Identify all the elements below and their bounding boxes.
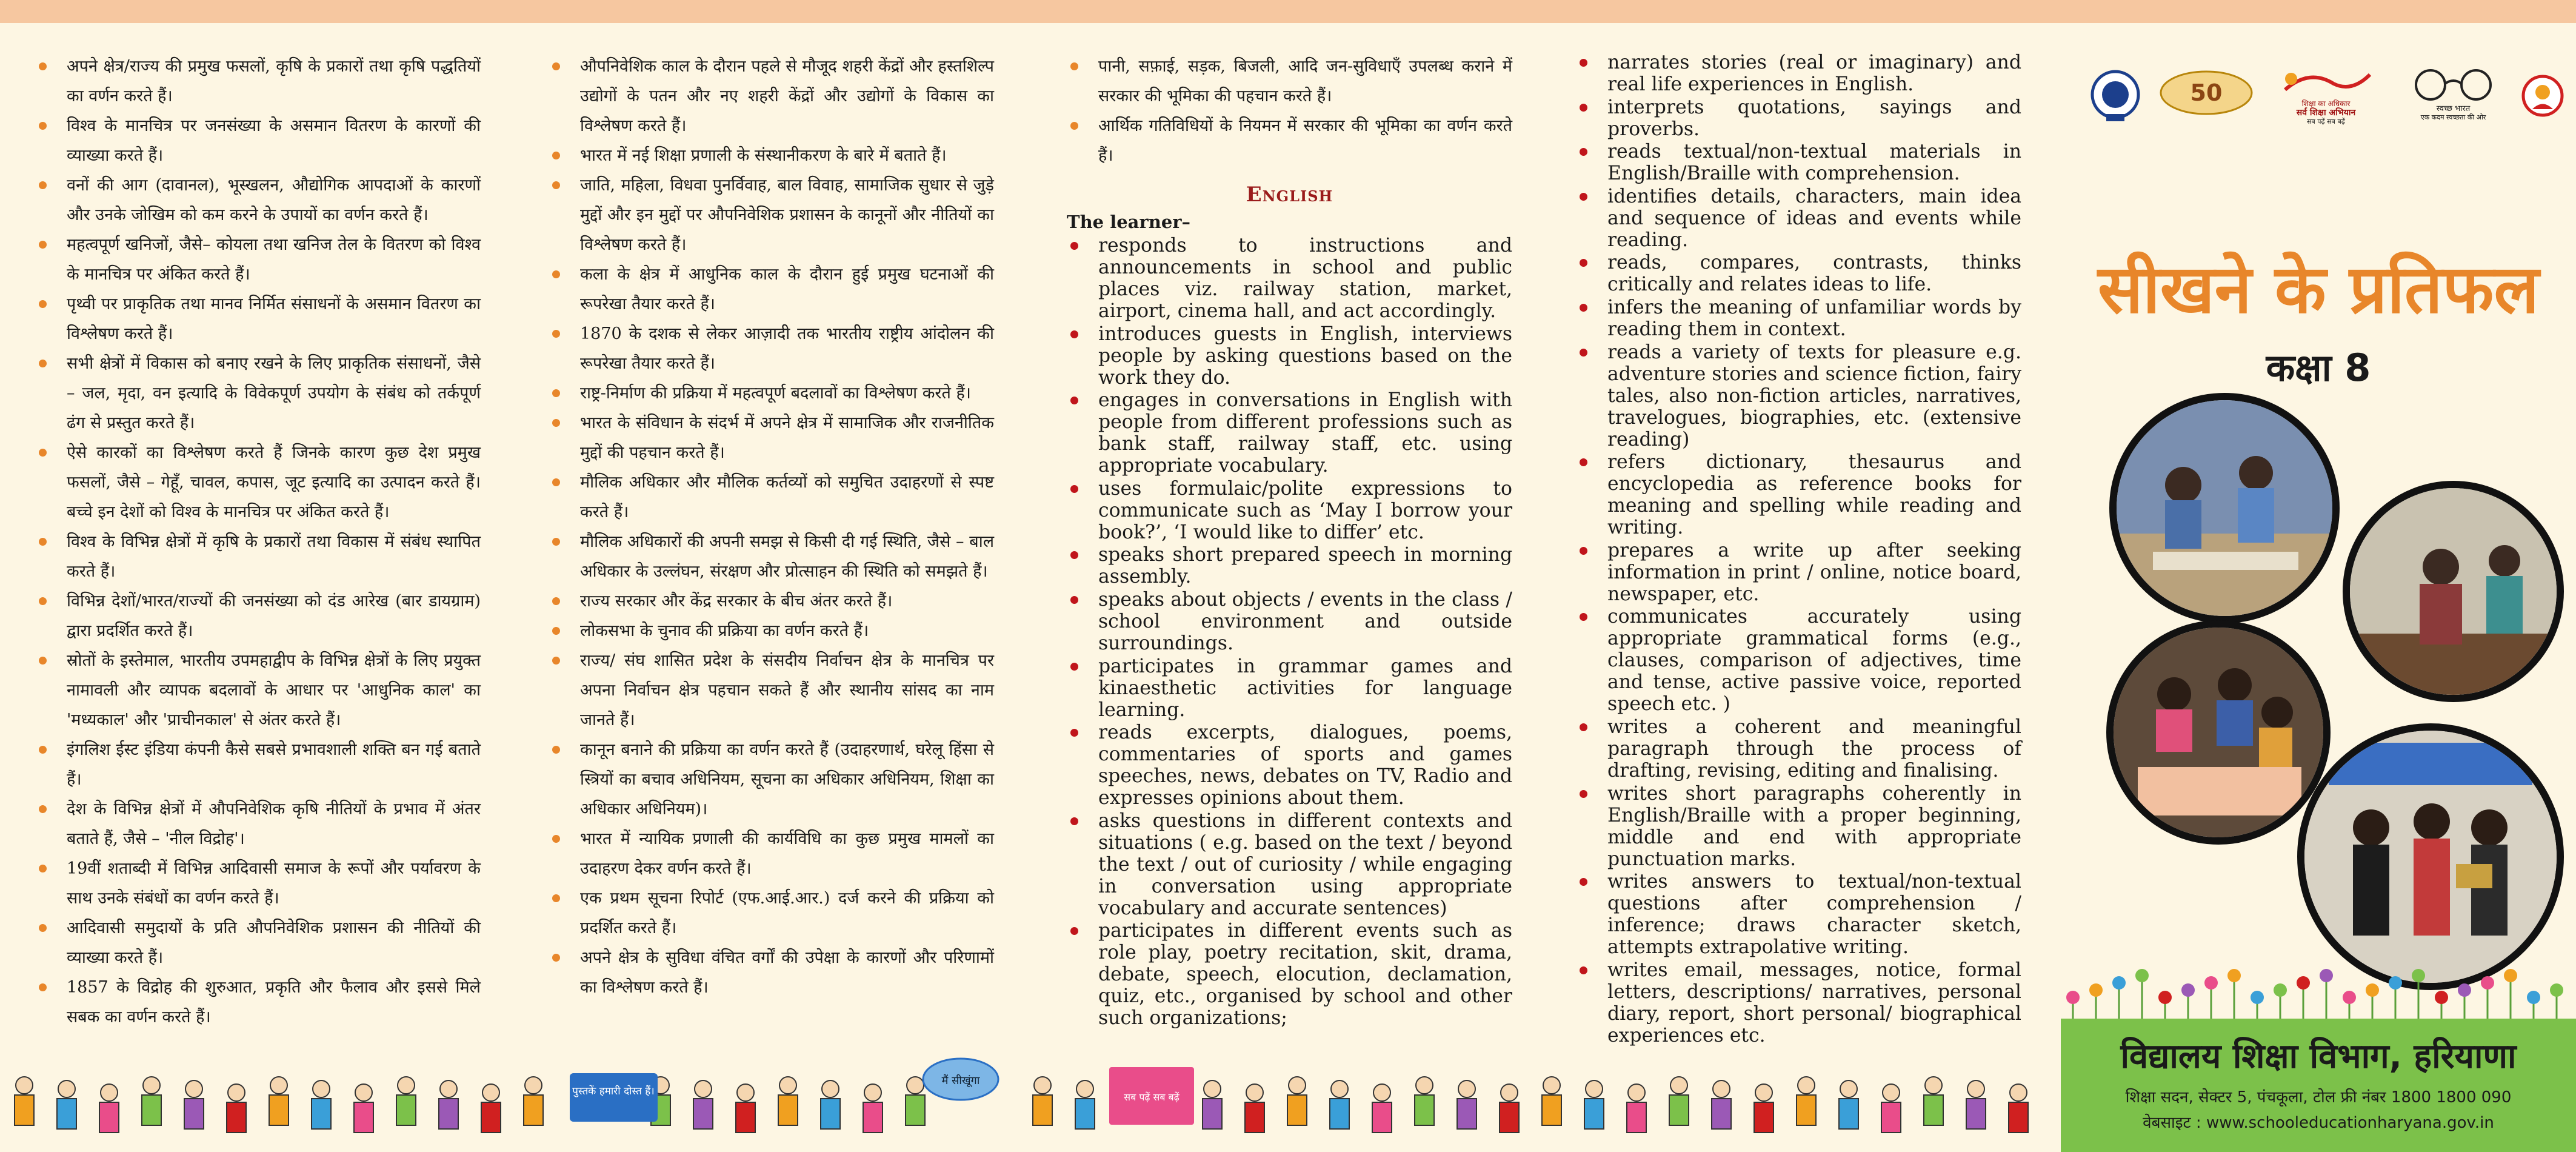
cartoon-child-icon — [1287, 1077, 1307, 1125]
hindi-list-3 — [1067, 52, 1512, 170]
column-4 — [1576, 52, 2021, 1137]
cartoon-child-icon — [1881, 1084, 1901, 1133]
cartoon-child-icon — [354, 1084, 373, 1133]
list-item: आर्थिक गतिविधियों के नियमन में सरकार की भूमिका का वर्णन करते हैं। — [1067, 111, 1512, 170]
english-section-title: English — [1246, 183, 1333, 207]
list-item: writes email, messages, notice, formal letters, descriptions/ narratives, personal diary, report, short personal/ biographical experiences etc. — [1576, 959, 2021, 1047]
classroom-photo-2 — [2343, 481, 2564, 702]
flower-icon — [2181, 983, 2195, 1019]
list-item: responds to instructions and announcements in school and public places viz. railway station, market, airport, cinema hall, and act accordingly. — [1067, 235, 1512, 322]
footer-address: शिक्षा सदन, सेक्टर 5, पंचकूला, टोल फ्री नंबर 1800 1800 090 — [2125, 1088, 2512, 1107]
column-1 — [35, 52, 481, 1032]
sarva-shiksha-logo — [2273, 65, 2379, 126]
list-item: आदिवासी समुदायों के प्रति औपनिवेशिक प्रशासन की नीतियों की व्याख्या करते हैं। — [35, 913, 481, 973]
list-item: engages in conversations in English with people from different professions such as bank staff, railway staff, etc. using appropriate vocabulary. — [1067, 389, 1512, 477]
list-item: writes a coherent and meaningful paragraph through the process of drafting, revising, editing and finalising. — [1576, 716, 2021, 782]
class-title: कक्षा 8 — [2266, 346, 2371, 390]
list-item: communicates accurately using appropriate grammatical forms (e.g., clauses, comparison of adjectives, time and tense, active passive voice, reported speech etc. ) — [1576, 606, 2021, 715]
list-item: asks questions in different contexts and situations ( e.g. based on the text / beyond the text / out of curiosity / while engaging in conversation using appropriate vocabulary and accurate sentences) — [1067, 810, 1512, 919]
list-item: एक प्रथम सूचना रिपोर्ट (एफ.आई.आर.) दर्ज करने की प्रक्रिया को प्रदर्शित करते हैं। — [549, 883, 994, 943]
list-item: इंगलिश ईस्ट इंडिया कंपनी कैसे सबसे प्रभावशाली शक्ति बन गई बताते हैं। — [35, 735, 481, 794]
cartoon-child-icon — [1669, 1077, 1689, 1125]
cartoon-child-icon — [1924, 1077, 1943, 1125]
cartoon-child-icon — [778, 1077, 798, 1125]
logo-caption-2: सर्व शिक्षा अभियान — [2296, 108, 2356, 118]
list-item: मौलिक अधिकारों की अपनी समझ से किसी दी गई स्थिति, जैसे – बाल अधिकार के उल्लंघन, संरक्षण और प्रोत्साहन की स्थिति को समझते हैं। — [549, 527, 994, 586]
hindi-list-2 — [549, 52, 994, 1002]
list-item: देश के विभिन्न क्षेत्रों में औपनिवेशिक कृषि नीतियों के प्रभाव में अंतर बताते हैं, जैसे – 'नील विद्रोह'। — [35, 794, 481, 854]
flower-icon — [2504, 969, 2517, 1019]
list-item: जाति, महिला, विधवा पुनर्विवाह, बाल विवाह, सामाजिक सुधार से जुड़े मुद्दों और इन मुद्दों पर औपनिवेशिक प्रशासन के कानूनों और नीतियों का विश्लेषण करते हैं। — [549, 170, 994, 260]
cartoon-child-icon — [1372, 1084, 1392, 1133]
cartoon-child-icon — [1839, 1080, 1858, 1129]
english-list-1 — [1067, 235, 1512, 1029]
list-item: भारत में न्यायिक प्रणाली की कार्यविधि का कुछ प्रमुख मामलों का उदाहरण देकर वर्णन करते हैं। — [549, 824, 994, 883]
main-title: सीखने के प्रतिफल — [2097, 250, 2540, 328]
flower-icon — [2135, 969, 2149, 1019]
flower-icon — [2527, 991, 2540, 1019]
board-text-2: मैं सीखूंगा — [941, 1074, 980, 1087]
list-item: narrates stories (real or imaginary) and real life experiences in English. — [1576, 52, 2021, 95]
cartoon-child-icon — [906, 1077, 925, 1125]
list-item: speaks about objects / events in the class / school environment and outside surroundings. — [1067, 589, 1512, 654]
cartoon-child-icon — [184, 1080, 204, 1129]
list-item: speaks short prepared speech in morning assembly. — [1067, 544, 1512, 588]
swachh-bharat-logo — [2400, 65, 2506, 126]
flower-icon — [2158, 991, 2172, 1019]
cartoon-child-icon — [439, 1080, 458, 1129]
cartoon-child-icon — [693, 1080, 713, 1129]
students-photo-icon — [2117, 400, 2332, 616]
cartoon-child-icon — [1966, 1080, 1986, 1129]
group-activity-photo-icon — [2114, 628, 2323, 837]
haryana-emblem-icon — [2088, 65, 2143, 126]
flower-icon — [2274, 983, 2287, 1019]
classroom-photo-1 — [2109, 393, 2340, 623]
list-item: identifies details, characters, main idea and sequence of ideas and events while reading. — [1576, 186, 2021, 251]
teacher-photo-icon — [2350, 488, 2557, 695]
list-item: introduces guests in English, interviews people by asking questions based on the work they do. — [1067, 323, 1512, 389]
list-item: reads, compares, contrasts, thinks critically and relates ideas to life. — [1576, 252, 2021, 295]
list-item: विभिन्न देशों/भारत/राज्यों की जनसंख्या को दंड आरेख (बार डायग्राम) द्वारा प्रदर्शित करते हैं। — [35, 586, 481, 646]
cartoon-child-icon — [1627, 1084, 1646, 1133]
english-list-2 — [1576, 52, 2021, 1137]
flower-icon — [2481, 976, 2494, 1019]
footer-title: विद्यालय शिक्षा विभाग, हरियाणा — [2120, 1037, 2517, 1076]
logo-row — [2070, 65, 2567, 132]
speech-bubble-1 — [923, 1059, 998, 1100]
footer-website: वेबसाइट : www.schooleducationharyana.gov.in — [2143, 1114, 2494, 1132]
list-item: विश्व के मानचित्र पर जनसंख्या के असमान वितरण के कारणों की व्याख्या करते हैं। — [35, 111, 481, 170]
cartoon-child-icon — [15, 1077, 34, 1125]
list-item: विश्व के विभिन्न क्षेत्रों में कृषि के प्रकारों तथा विकास में संबंध स्थापित करते हैं। — [35, 527, 481, 586]
cartoon-child-icon — [1415, 1077, 1434, 1125]
cartoon-child-icon — [1542, 1077, 1561, 1125]
list-item: interprets quotations, sayings and proverbs. — [1576, 96, 2021, 140]
logo-caption-3: सब पढ़ें सब बढ़ें — [2307, 118, 2345, 126]
classroom-photo-4 — [2297, 723, 2564, 990]
list-item: पृथ्वी पर प्राकृतिक तथा मानव निर्मित संसाधनों के असमान वितरण का विश्लेषण करते हैं। — [35, 289, 481, 349]
list-item: participates in grammar games and kinaesthetic activities for language learning. — [1067, 655, 1512, 721]
cartoon-child-icon — [142, 1077, 161, 1125]
cartoon-child-icon — [1797, 1077, 1816, 1125]
flower-icon — [2412, 969, 2425, 1019]
hindi-list-1 — [35, 52, 481, 1032]
cartoon-child-icon — [312, 1080, 331, 1129]
list-item: अपने क्षेत्र/राज्य की प्रमुख फसलों, कृषि के प्रकारों तथा कृषि पद्धतियों का वर्णन करते हैं। — [35, 52, 481, 111]
list-item: prepares a write up after seeking information in print / online, notice board, newspaper, etc. — [1576, 540, 2021, 605]
list-item: राष्ट्र-निर्माण की प्रक्रिया में महत्वपूर्ण बदलावों का विश्लेषण करते हैं। — [549, 378, 994, 408]
golden-jubilee-logo-icon — [2158, 65, 2255, 126]
flower-icon — [2366, 983, 2379, 1019]
cartoon-child-icon — [269, 1077, 289, 1125]
flower-icon — [2458, 983, 2471, 1019]
svg-text:50: 50 — [2190, 79, 2223, 106]
list-item: 1870 के दशक से लेकर आज़ादी तक भारतीय राष्ट्रीय आंदोलन की रूपरेखा तैयार करते हैं। — [549, 319, 994, 378]
list-item: राज्य सरकार और केंद्र सरकार के बीच अंतर करते हैं। — [549, 586, 994, 616]
cartoon-child-icon — [1457, 1080, 1477, 1129]
cartoon-child-icon — [1754, 1084, 1774, 1133]
cartoon-child-icon — [1033, 1077, 1052, 1125]
list-item: writes short paragraphs coherently in English/Braille with a proper beginning, middle and end with appropriate punctuation marks. — [1576, 783, 2021, 870]
list-item: औपनिवेशिक काल के दौरान पहले से मौजूद शहरी केंद्रों और हस्तशिल्प उद्योगों के पतन और नए शहरी केंद्रों और उद्योगों के विकास का विश्लेषण करते हैं। — [549, 52, 994, 141]
spectacles-icon — [2400, 65, 2506, 102]
cartoon-child-icon — [481, 1084, 501, 1133]
classroom-photo-3 — [2106, 620, 2331, 845]
cartoon-child-icon — [1330, 1080, 1349, 1129]
flower-icon — [2204, 976, 2218, 1019]
board-text-1: पुस्तकें हमारी दोस्त हैं। — [572, 1085, 655, 1097]
list-item: कला के क्षेत्र में आधुनिक काल के दौरान हुई प्रमुख घटनाओं की रूपरेखा तैयार करते हैं। — [549, 260, 994, 319]
list-item: वनों की आग (दावानल), भूस्खलन, औद्योगिक आपदाओं के कारणों और उनके जोखिम को कम करने के उपायों का वर्णन करते हैं। — [35, 170, 481, 230]
cartoon-strip-illustration — [0, 1049, 2061, 1152]
cartoon-child-icon — [99, 1084, 119, 1133]
cartoon-child-icon — [396, 1077, 416, 1125]
list-item: reads textual/non-textual materials in English/Braille with comprehension. — [1576, 141, 2021, 184]
logo-caption-4: स्वच्छ भारत — [2436, 104, 2471, 113]
flower-icon — [2089, 983, 2103, 1019]
beti-bachao-logo-icon — [2521, 65, 2564, 126]
list-item: मौलिक अधिकार और मौलिक कर्तव्यों को समुचित उदाहरणों से स्पष्ट करते हैं। — [549, 467, 994, 527]
flower-icon — [2251, 991, 2264, 1019]
column-2 — [549, 52, 994, 1002]
list-item: refers dictionary, thesaurus and encyclopedia as reference books for meaning and spelling while reading and writing. — [1576, 451, 2021, 538]
list-item: 1857 के विद्रोह की शुरुआत, प्रकृति और फैलाव और इससे मिले सबक का वर्णन करते हैं। — [35, 973, 481, 1032]
flower-icon — [2112, 976, 2126, 1019]
cartoon-child-icon — [736, 1084, 755, 1133]
cartoon-child-icon — [1584, 1080, 1604, 1129]
list-item: पानी, सफ़ाई, सड़क, बिजली, आदि जन-सुविधाएँ उपलब्ध कराने में सरकार की भूमिका की पहचान करते हैं। — [1067, 52, 1512, 111]
list-item: राज्य/ संघ शासित प्रदेश के संसदीय निर्वाचन क्षेत्र के मानचित्र पर अपना निर्वाचन क्षेत्र पहचान सकते हैं और स्थानीय सांसद का नाम जानते हैं। — [549, 646, 994, 735]
chalkboard-1 — [1109, 1067, 1194, 1125]
flower-icon — [2227, 969, 2241, 1019]
top-band — [0, 0, 2576, 23]
cartoon-child-icon — [1712, 1080, 1731, 1129]
flower-icon — [2343, 991, 2356, 1019]
list-item: अपने क्षेत्र के सुविधा वंचित वर्गों की उपेक्षा के कारणों और परिणामों का विश्लेषण करते हैं। — [549, 943, 994, 1002]
flower-border-decoration — [2061, 955, 2576, 1019]
cartoon-child-icon — [524, 1077, 543, 1125]
list-item: स्रोतों के इस्तेमाल, भारतीय उपमहाद्वीप के विभिन्न क्षेत्रों के लिए प्रयुक्त नामावली और व्यापक बदलावों के आधार पर 'आधुनिक काल' का 'मध्यकाल' और 'प्राचीनकाल' से अंतर करते हैं। — [35, 646, 481, 735]
board-text-3: सब पढ़ें सब बढ़ें — [1124, 1091, 1180, 1103]
list-item: reads a variety of texts for pleasure e.g. adventure stories and science fiction, fairy tales, also non-fiction articles, narratives, travelogues, biographies, etc. (extensive reading) — [1576, 341, 2021, 450]
list-item: reads excerpts, dialogues, poems, commentaries of sports and games speeches, news, debates on TV, Radio and expresses opinions about them. — [1067, 722, 1512, 809]
list-item: कानून बनाने की प्रक्रिया का वर्णन करते हैं (उदाहरणार्थ, घरेलू हिंसा से स्त्रियों का बचाव अधिनियम, सूचना का अधिकार अधिनियम, शिक्षा का अधिकार अधिनियम)। — [549, 735, 994, 824]
list-item: writes answers to textual/non-textual questions after comprehension / inference; draws character sketch, attempts extrapolative writing. — [1576, 871, 2021, 958]
award-photo-icon — [2304, 731, 2557, 983]
list-item: लोकसभा के चुनाव की प्रक्रिया का वर्णन करते हैं। — [549, 616, 994, 646]
list-item: 19वीं शताब्दी में विभिन्न आदिवासी समाज के रूपों और पर्यावरण के साथ उनके संबंधों का वर्णन करते हैं। — [35, 854, 481, 913]
flower-icon — [2066, 991, 2080, 1019]
column-3 — [1067, 52, 1512, 1030]
logo-caption-1: शिक्षा का अधिकार — [2301, 99, 2351, 108]
cartoon-child-icon — [227, 1084, 246, 1133]
cartoon-child-icon — [1203, 1080, 1222, 1129]
logo-caption-5: एक कदम स्वच्छता की ओर — [2420, 113, 2486, 121]
cartoon-child-icon — [1245, 1084, 1264, 1133]
cartoon-child-icon — [863, 1084, 883, 1133]
flower-icon — [2297, 976, 2310, 1019]
list-item: ऐसे कारकों का विश्लेषण करते हैं जिनके कारण कुछ देश प्रमुख फसलों, जैसे – गेहूँ, चावल, कपास, जूट इत्यादि का उत्पादन करते हैं। बच्चे इन देशों को विश्व के मानचित्र पर अंकित करते हैं। — [35, 438, 481, 527]
cartoon-child-icon — [821, 1080, 840, 1129]
cartoon-child-icon — [2009, 1084, 2028, 1133]
list-item: महत्वपूर्ण खनिजों, जैसे– कोयला तथा खनिज तेल के वितरण को विश्व के मानचित्र पर अंकित करते हैं। — [35, 230, 481, 289]
flower-icon — [2550, 983, 2563, 1019]
flower-icon — [2320, 969, 2333, 1019]
list-item: participates in different events such as role play, poetry recitation, skit, drama, debate, speech, elocution, declamation, quiz, etc., organised by school and other such organizations; — [1067, 920, 1512, 1029]
list-item: भारत में नई शिक्षा प्रणाली के संस्थानीकरण के बारे में बताते हैं। — [549, 141, 994, 170]
sarva-shiksha-icon — [2273, 65, 2379, 97]
footer — [2061, 1019, 2576, 1152]
cartoon-child-icon — [1500, 1084, 1519, 1133]
learner-label: The learner– — [1067, 212, 1191, 232]
flower-icon — [2389, 976, 2402, 1019]
flower-icon — [2435, 991, 2448, 1019]
book-board-1 — [570, 1073, 658, 1122]
list-item: भारत के संविधान के संदर्भ में अपने क्षेत्र में सामाजिक और राजनीतिक मुद्दों की पहचान करते हैं। — [549, 408, 994, 467]
list-item: सभी क्षेत्रों में विकास को बनाए रखने के लिए प्राकृतिक संसाधनों, जैसे – जल, मृदा, वन इत्यादि के विवेकपूर्ण उपयोग के संबंध को तर्कपूर्ण ढंग से प्रस्तुत करते हैं। — [35, 349, 481, 438]
cartoon-child-icon — [57, 1080, 76, 1129]
list-item: infers the meaning of unfamiliar words by reading them in context. — [1576, 296, 2021, 340]
list-item: uses formulaic/polite expressions to communicate such as ‘May I borrow your book?’, ‘I would like to differ’ etc. — [1067, 478, 1512, 543]
cartoon-child-icon — [1075, 1080, 1095, 1129]
